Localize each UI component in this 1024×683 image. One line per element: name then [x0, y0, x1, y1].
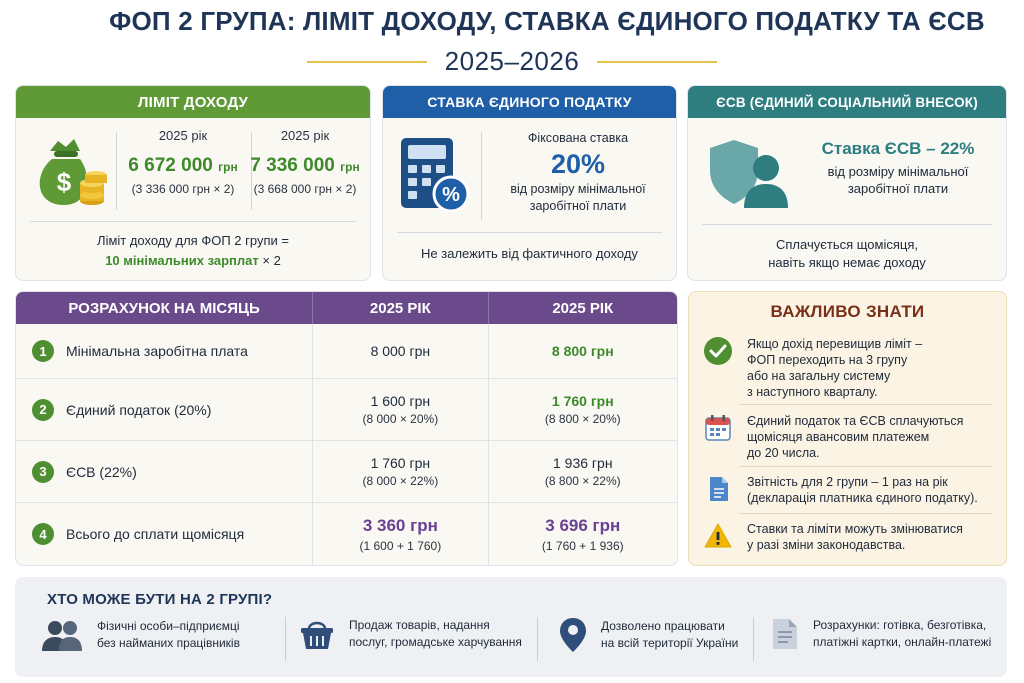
- value-2026: 1 936 грн: [553, 455, 613, 471]
- limit-note: Ліміт доходу для ФОП 2 групи = 10 мінімальних зарплат × 2: [97, 233, 289, 268]
- divider: [481, 132, 482, 220]
- single-tax-rate: Фіксована ставка 20% від розміру мінімальної заробітної плати: [488, 130, 668, 215]
- value-2026: 8 800 грн: [551, 343, 614, 359]
- limit-amount: 6 672 000 грн: [128, 155, 238, 176]
- calc-2025: (8 000 × 20%): [362, 412, 439, 426]
- single-tax-note: Не залежить від фактичного доходу: [421, 246, 638, 261]
- column-header: 2025 РІК: [552, 299, 614, 317]
- table-row: [16, 378, 677, 440]
- subtitle-divider-right: [597, 61, 717, 63]
- esv-note: Сплачується щомісяця, навіть якщо немає доходу: [768, 237, 926, 270]
- value-2025: 1 600 грн: [370, 393, 431, 409]
- table-row: [16, 324, 677, 378]
- calc-2026: (8 800 × 22%): [544, 474, 621, 488]
- calculator-percent-icon: [399, 136, 469, 216]
- divider: [30, 221, 356, 222]
- divider: [739, 466, 992, 467]
- row-label: Мінімальна заробітна плата: [66, 343, 248, 359]
- value-2025: 8 000 грн: [370, 343, 431, 359]
- income-limit-title: ЛІМІТ ДОХОДУ: [16, 86, 370, 118]
- column-header: 2025 РІК: [313, 292, 488, 324]
- divider: [397, 232, 662, 233]
- divider: [116, 132, 117, 210]
- who-item: Дозволено працювати на всій території України: [559, 617, 738, 653]
- calc-2025: (1 600 + 1 760): [359, 538, 442, 553]
- income-limit-card: [15, 85, 371, 281]
- shield-person-icon: [706, 136, 792, 210]
- divider: [285, 617, 286, 661]
- who-can-be-box: [15, 577, 1007, 677]
- row-number-badge: 3: [32, 461, 54, 483]
- years-label: 2025–2026: [444, 46, 580, 76]
- money-bag-icon: [28, 133, 108, 213]
- basket-icon: [299, 617, 335, 651]
- important-notes-box: [688, 291, 1007, 566]
- calc-2026: (8 800 × 20%): [544, 412, 621, 426]
- table-header: [16, 292, 677, 324]
- check-circle-icon: [703, 336, 733, 366]
- subtitle-divider-left: [307, 61, 427, 63]
- row-label: ЄСВ (22%): [66, 463, 137, 480]
- divider: [753, 617, 754, 661]
- calendar-icon: [703, 413, 733, 443]
- important-item: Звітність для 2 групи – 1 раз на рік (декларація платника єдиного податку).: [703, 474, 995, 506]
- divider: [537, 617, 538, 661]
- important-item: Якщо дохід перевищив ліміт – ФОП переходить на 3 групу або на загальну систему з наступного кварталу.: [703, 336, 995, 400]
- row-label: Всього до сплати щомісяця: [66, 526, 245, 542]
- value-2026: 1 760 грн: [551, 393, 614, 409]
- who-title: ХТО МОЖЕ БУТИ НА 2 ГРУПІ?: [47, 591, 273, 608]
- important-item: Ставки та ліміти можуть змінюватися у разі зміни законодавства.: [703, 521, 995, 553]
- svg-text:$: $: [56, 167, 72, 197]
- column-header: РОЗРАХУНОК НА МІСЯЦЬ: [16, 292, 313, 324]
- esv-card: [687, 85, 1007, 281]
- people-icon: [41, 617, 83, 653]
- calc-2025: (8 000 × 22%): [362, 474, 439, 488]
- year-label: 2025 рік: [158, 128, 208, 143]
- divider: [739, 513, 992, 514]
- table-row: [16, 502, 677, 565]
- tax-rate-value: 20%: [550, 149, 606, 179]
- esv-title: ЄСВ (ЄДИНИЙ СОЦІАЛЬНИЙ ВНЕСОК): [688, 86, 1006, 118]
- year-label: 2025 рік: [280, 128, 330, 143]
- important-title: ВАЖЛИВО ЗНАТИ: [770, 302, 925, 321]
- single-tax-card: [382, 85, 677, 281]
- value-2026: 3 696 грн: [545, 515, 621, 535]
- row-number-badge: 4: [32, 523, 54, 545]
- warning-icon: [703, 521, 733, 551]
- who-item: Фізичні особи–підприємці без найманих працівників: [41, 617, 240, 653]
- divider: [702, 224, 992, 225]
- document-icon: [703, 474, 733, 504]
- page-title: ФОП 2 ГРУПА: ЛІМІТ ДОХОДУ, СТАВКА ЄДИНОГО ПОДАТКУ ТА ЄСВ: [109, 6, 985, 36]
- row-number-badge: 2: [32, 399, 54, 421]
- esv-rate-value: Ставка ЄСВ – 22%: [821, 139, 975, 158]
- limit-calc: (3 668 000 грн × 2): [253, 182, 357, 196]
- monthly-calculation-table: [15, 291, 678, 566]
- single-tax-title: СТАВКА ЄДИНОГО ПОДАТКУ: [383, 86, 676, 118]
- svg-text:%: %: [442, 184, 460, 206]
- calc-2026: (1 760 + 1 936): [541, 538, 624, 553]
- value-2025: 1 760 грн: [370, 455, 431, 471]
- who-item: Продаж товарів, надання послуг, громадське харчування: [299, 617, 522, 651]
- important-item: Єдиний податок та ЄСВ сплачуються щомісяця авансовим платежем до 20 числа.: [703, 413, 995, 461]
- table-row: [16, 440, 677, 502]
- limit-calc: (3 336 000 грн × 2): [131, 182, 235, 196]
- year-subtitle: [0, 46, 1024, 77]
- row-label: Єдиний податок (20%): [66, 401, 212, 418]
- divider: [739, 404, 992, 405]
- limit-2025-column: [118, 128, 248, 196]
- esv-rate: Ставка ЄСВ – 22% від розміру мінімальної заробітної плати: [810, 140, 986, 197]
- value-2025: 3 360 грн: [362, 515, 438, 535]
- document-icon: [771, 617, 799, 651]
- who-item: Розрахунки: готівка, безготівка, платіжні картки, онлайн-платежі: [771, 617, 991, 651]
- row-number-badge: 1: [32, 340, 54, 362]
- location-pin-icon: [559, 617, 587, 653]
- limit-amount: 7 336 000 грн: [250, 155, 360, 176]
- limit-2026-column: [240, 128, 370, 196]
